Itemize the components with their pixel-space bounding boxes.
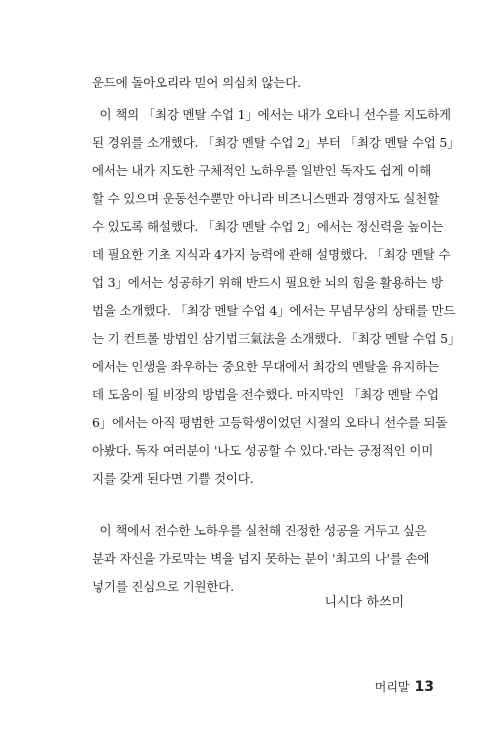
section-title: 머리말 bbox=[374, 680, 410, 694]
page-number: 13 bbox=[414, 679, 434, 695]
text-line: 된 경위를 소개했다. 「최강 멘탈 수업 2」부터 「최강 멘탈 수업 5」 bbox=[92, 135, 460, 150]
text-line: 이 책에서 전수한 노하우를 실천해 진정한 성공을 거두고 싶은 bbox=[92, 523, 427, 538]
text-line: 데 도움이 될 비장의 방법을 전수했다. 마지막인 「최강 멘탈 수업 bbox=[92, 387, 439, 402]
text-line: 분과 자신을 가로막는 벽을 넘지 못하는 분이 '최고의 나'를 손에 bbox=[92, 551, 430, 566]
page-footer bbox=[375, 677, 434, 697]
text-line: 운드에 돌아오리라 믿어 의심치 않는다. bbox=[92, 75, 301, 90]
author-signature: 니시다 하쓰미 bbox=[324, 595, 404, 610]
text-line: 에서는 인생을 좌우하는 중요한 무대에서 최강의 멘탈을 유지하는 bbox=[92, 359, 440, 374]
text-line: 지를 갖게 된다면 기쁠 것이다. bbox=[92, 471, 254, 486]
text-line: 데 필요한 기초 지식과 4가지 능력에 관해 설명했다. 「최강 멘탈 수 bbox=[92, 247, 451, 262]
text-line: 6」에서는 아직 평범한 고등학생이었던 시절의 오타니 선수를 되돌 bbox=[92, 415, 448, 430]
text-line: 이 책의 「최강 멘탈 수업 1」에서는 내가 오타니 선수를 지도하게 bbox=[92, 107, 451, 122]
text-line: 할 수 있으며 운동선수뿐만 아니라 비즈니스맨과 경영자도 실천할 bbox=[92, 191, 440, 206]
text-line: 넣기를 진심으로 기원한다. bbox=[92, 579, 234, 594]
text-line: 법을 소개했다. 「최강 멘탈 수업 4」에서는 무념무상의 상태를 만드 bbox=[92, 303, 456, 318]
text-line: 아봤다. 독자 여러분이 '나도 성공할 수 있다.'라는 긍정적인 이미 bbox=[92, 443, 434, 458]
text-line: 업 3」에서는 성공하기 위해 반드시 필요한 뇌의 힘을 활용하는 방 bbox=[92, 275, 443, 290]
text-line: 에서는 내가 지도한 구체적인 노하우를 일반인 독자도 쉽게 이해 bbox=[92, 163, 431, 178]
text-line: 수 있도록 해설했다. 「최강 멘탈 수업 2」에서는 정신력을 높이는 bbox=[92, 219, 444, 234]
text-line: 는 기 컨트롤 방법인 삼기법三氣法을 소개했다. 「최강 멘탈 수업 5」 bbox=[92, 331, 461, 346]
